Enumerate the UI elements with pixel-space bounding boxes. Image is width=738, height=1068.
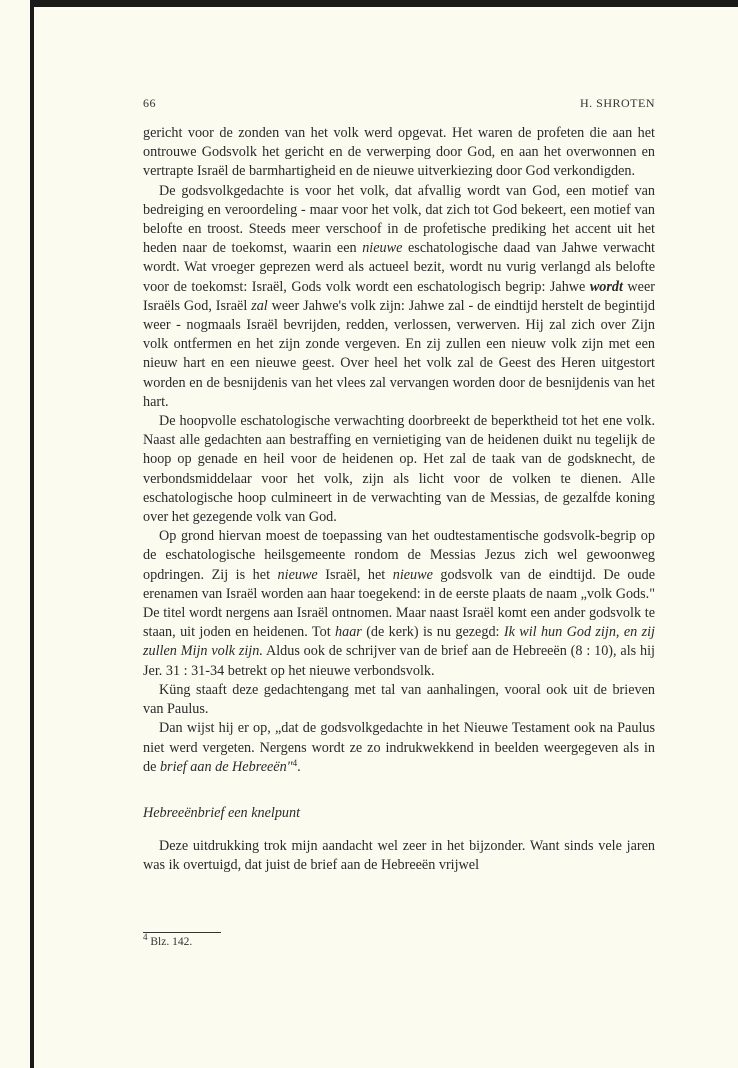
emphasis: haar (335, 624, 362, 641)
paragraph-6: Dan wijst hij er op, „dat de godsvolkgedachte in het Nieuwe Testament ook na Paulus niet werd vergeten. Nergens wordt ze zo indrukwekkend in beelden weergegeven als in de brief aan de Hebreeën"$^4$. (143, 720, 655, 775)
emphasis: zal (251, 297, 268, 314)
footnote-text: Blz. 142. (150, 936, 193, 948)
scan-border-top (30, 0, 738, 7)
emphasis: brief aan de Hebreeën" (159, 758, 293, 775)
emphasis: nieuwe (277, 566, 318, 583)
quotation-italic: Ik wil hun God zijn, en zij zullen Mijn volk zijn. (143, 624, 655, 660)
footnote-rule (143, 932, 221, 933)
scan-border-left (30, 0, 34, 1068)
running-head-author: H. SHROTEN (579, 96, 655, 110)
body-text (143, 124, 655, 876)
emphasis: nieuwe (362, 240, 403, 257)
page-number: 66 (143, 96, 156, 110)
paragraph-4: Op grond hiervan moest de toepassing van het oudtestamentische godsvolk-begrip op de eschatologische heilsgemeente rondom de Messias Jezus zich wel gewoonweg opdringen. Zij is het nieuwe Israël, het nieuwe godsvolk van de eindtijd. De oude erenamen van Israël worden aan haar toegekend: in de eerste plaats de naam „volk Gods." De titel wordt nergens aan Israël ontnomen. Maar naast Israël komt een ander godsvolk te staan, uit joden en heidenen. Tot haar (de kerk) is nu gezegd: Ik wil hun God zijn, en zij zullen Mijn volk zijn. Aldus ook de schrijver van de brief aan de Hebreeën (8 : 10), als hij Jer. 31 : 31-34 betrekt op het nieuwe verbondsvolk. (143, 528, 656, 679)
section-heading: Hebreeënbrief een knelpunt (143, 804, 301, 821)
footnote (143, 932, 193, 948)
paragraph-7: Deze uitdrukking trok mijn aandacht wel zeer in het bijzonder. Want sinds vele jaren was ik overtuigd, dat juist de brief aan de Hebreeën vrijwel (143, 838, 655, 874)
paragraph-2: De godsvolkgedachte is voor het volk, dat afvallig wordt van God, een motief van bedreiging en veroordeling - maar voor het volk, dat zich tot God bekeert, een motief van belofte en troost. Steeds meer verschoof in de profetische prediking het accent uit het heden naar de toekomst, waarin een nieuwe eschatologische daad van Jahwe verwacht wordt. Wat vroeger geprezen werd als actueel bezit, wordt nu vurig verlangd als belofte voor de toekomst: Israël, Gods volk wordt een eschatologisch begrip: Jahwe wordt weer Israëls God, Israël zal weer Jahwe's volk zijn: Jahwe zal - de eindtijd herstelt de begintijd weer - nogmaals Israël bevrijden, redden, verlossen, verwerven. Hij zal zich over Zijn volk ontfermen en het zijn zonde vergeven. En zij zullen een nieuw volk zijn met een nieuw hart en een nieuwe geest. Over heel het volk zal de Geest des Heren uitgestort worden en de besnijdenis van het vlees zal vervangen worden door de besnijdenis van het hart. (143, 182, 656, 410)
footnote-marker: 4 (143, 932, 148, 942)
paragraph-5: Küng staaft deze gedachtengang met tal van aanhalingen, vooral ook uit de brieven van Paulus. (143, 681, 655, 718)
footnote-ref[interactable]: 4 (292, 757, 298, 768)
emphasis: nieuwe (392, 566, 433, 583)
paragraph-1: gericht voor de zonden van het volk werd opgevat. Het waren de profeten die aan het ontrouwe Godsvolk het gericht en de verwerping door God, en aan het overwonnen en vertrapte Israël de barmhartigheid en de nieuwe uitverkiezing door God verkondigden. (143, 125, 655, 180)
paragraph-3: De hoopvolle eschatologische verwachting doorbreekt de beperktheid tot het ene volk. Naast alle gedachten aan bestraffing en vernietiging van de heidenen duikt nu tegelijk de hoop op genade en heil voor de heidenen op. Het zal de taak van de godsknecht, de verbondsmiddelaar voor het volk, zijn als licht voor de volken te dienen. Alle eschatologische hoop culmineert in de verwachting van de Messias, de gezalfde koning over het gezegende volk van God. (143, 413, 655, 526)
emphasis: wordt (589, 278, 623, 295)
